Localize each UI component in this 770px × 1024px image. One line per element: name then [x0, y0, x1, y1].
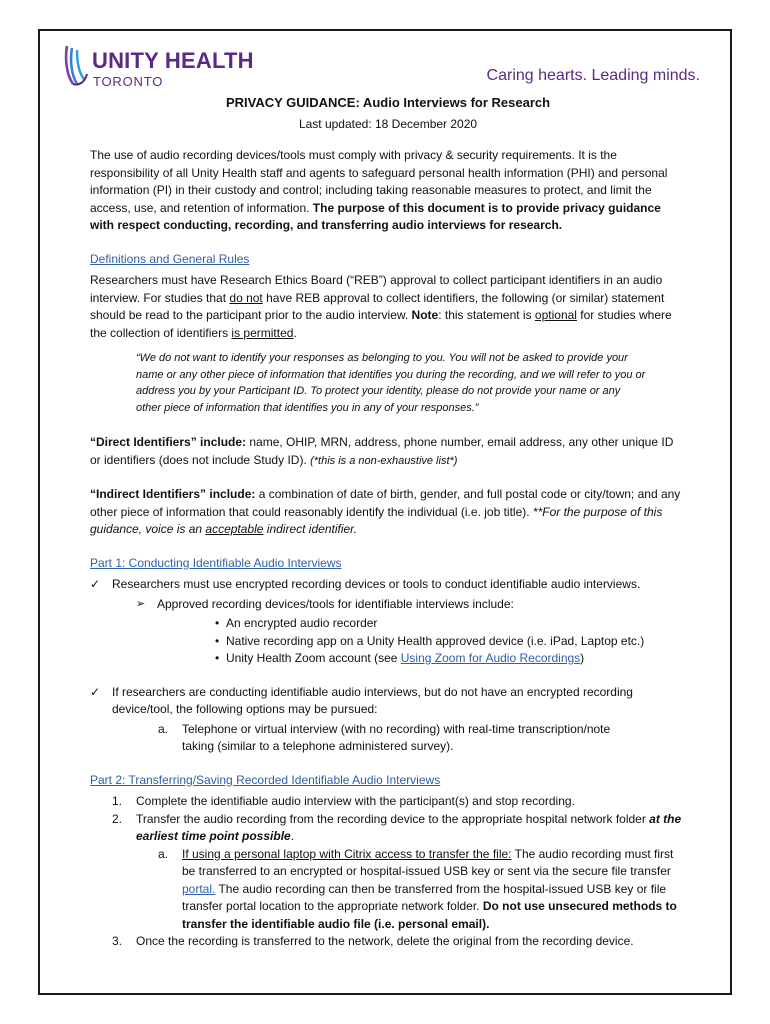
option-a-marker: a. — [158, 721, 169, 736]
direct-text: name, OHIP, MRN, address, phone number, email address, any other unique ID or identifiers (does not include Study ID). — [90, 435, 674, 467]
list-item — [90, 846, 686, 934]
indirect-note: **For the purpose of this guidance, voice is an — [90, 504, 663, 536]
step3-text: Once the recording is transferred to the network, delete the original from the recording device. — [136, 934, 634, 948]
arrow-bullet-icon: ➢ — [136, 597, 146, 610]
bullet-text: An encrypted audio recorder — [226, 616, 378, 630]
checkmark-icon: ✓ — [90, 577, 101, 591]
last-updated: Last updated: 18 December 2020 — [298, 116, 478, 131]
org-sub: TORONTO — [93, 74, 164, 89]
part2-heading: Part 2: Transferring/Saving Recorded Identifiable Audio Interviews — [90, 772, 441, 787]
indirect-label: “Indirect Identifiers” include: — [90, 487, 256, 501]
indirect-acceptable: acceptable — [205, 522, 264, 536]
part1-item2-text: If researchers are conducting identifiable audio interviews, but do not have an encrypted recording device/tool, the following options may be pursued: — [112, 684, 633, 716]
list-item — [90, 596, 686, 614]
intro-text: The use of audio recording devices/tools must comply with privacy & security requirements. It is the responsibility of all Unity Health staff and agents to safeguard personal health information (PHI) and personal information (PI) in their custody and control; including taking reasonable measures to protect, and limit the access, use, and retention of information. — [90, 148, 668, 215]
list-item — [90, 576, 686, 594]
def-text-4: for studies where the collection of identifiers — [90, 308, 672, 340]
intro-purpose: The purpose of this document is to provide privacy guidance with respect conducting, recording, and transferring audio interviews for research. — [90, 200, 661, 232]
def-text-3: : this statement is — [438, 308, 535, 322]
def-text-end: . — [293, 325, 297, 340]
citrix-warning: Do not use unsecured methods to transfer the identifiable audio file (i.e. personal email). — [182, 899, 677, 931]
indirect-note-end: indirect identifier. — [263, 522, 358, 536]
tagline: Caring hearts. Leading minds. — [486, 67, 700, 84]
citrix-text-2: The audio recording can then be transferred from the hospital-issued USB key or file transfer portal location to the appropriate network folder. — [182, 881, 667, 913]
step2-emphasis: at the earliest time point possible — [136, 811, 682, 843]
option-a-text: Telephone or virtual interview (with no recording) with real-time transcription/note taking (similar to a telephone administered survey). — [182, 721, 611, 753]
step1-text: Complete the identifiable audio interview with the participant(s) and stop recording. — [136, 794, 575, 808]
list-item — [90, 633, 686, 651]
indirect-identifiers — [90, 486, 686, 539]
direct-note: (*this is a non-exhaustive list*) — [310, 454, 458, 467]
step2-end: . — [290, 829, 295, 843]
citrix-text-1: The audio recording must first be transferred to an encrypted or hospital-issued USB key or sent via the secure file transfer — [182, 846, 674, 878]
bullet-icon: • — [215, 633, 220, 648]
step2-text: Transfer the audio recording from the recording device to the appropriate hospital network folder — [136, 811, 650, 826]
bullet-text-end: ) — [580, 651, 585, 665]
definitions-paragraph — [90, 272, 686, 342]
def-text-2: have REB approval to collect identifiers, the following (or similar) statement should be read to the participant prior to the audio interview. — [90, 290, 665, 322]
list-item — [90, 811, 686, 846]
org-name: UNITY HEALTH — [92, 48, 254, 73]
def-optional: optional — [534, 308, 577, 322]
def-is-permitted: is permitted — [231, 325, 294, 340]
step-number: 3. — [112, 934, 123, 948]
page-title: PRIVACY GUIDANCE: Audio Interviews for Research — [225, 95, 551, 110]
sub-step-marker: a. — [158, 846, 169, 861]
participant-statement-quote: “We do not want to identify your responses as belonging to you. You will not be asked to provide your name or any other piece of information that identifies you during the recording, and we will refer to you or address you by your Participant ID. To protect your identity, please do not provide your name or any other piece of information that identifies you in any of your responses.” — [136, 352, 646, 414]
list-item — [90, 615, 686, 633]
bullet-icon: • — [215, 616, 220, 630]
direct-label: “Direct Identifiers” include: — [90, 435, 247, 449]
list-item — [90, 684, 686, 719]
citrix-condition: If using a personal laptop with Citrix access to transfer the file: — [182, 846, 512, 861]
list-item — [90, 650, 686, 668]
step-number: 1. — [112, 794, 123, 808]
indirect-text: a combination of date of birth, gender, and full postal code or city/town; and any other piece of information that could reasonably identify the individual (i.e. job title). — [90, 487, 681, 519]
document-body — [90, 94, 686, 951]
direct-identifiers — [90, 434, 686, 470]
intro-paragraph — [90, 147, 686, 235]
step-number: 2. — [112, 811, 123, 826]
logo-mark-icon — [63, 44, 89, 86]
zoom-guide-link[interactable]: Using Zoom for Audio Recordings — [400, 651, 581, 665]
part1-heading: Part 1: Conducting Identifiable Audio Interviews — [90, 555, 342, 570]
part1-item1-text: Researchers must use encrypted recording devices or tools to conduct identifiable audio interviews. — [112, 577, 641, 591]
list-item — [90, 793, 686, 811]
bullet-text: Unity Health Zoom account (see — [226, 651, 401, 665]
list-item — [90, 933, 686, 951]
part1-sub1-text: Approved recording devices/tools for identifiable interviews include: — [157, 596, 514, 611]
transfer-portal-link[interactable]: portal. — [182, 881, 216, 896]
list-item — [90, 721, 636, 756]
bullet-icon: • — [215, 651, 220, 665]
def-do-not: do not — [229, 290, 263, 305]
definitions-heading: Definitions and General Rules — [90, 251, 250, 266]
def-text-1: Researchers must have Research Ethics Board (“REB”) approval to collect participant identifiers in an audio interview. For studies that — [90, 273, 663, 305]
checkmark-icon: ✓ — [90, 684, 101, 699]
def-note: Note — [411, 308, 439, 322]
bullet-text: Native recording app on a Unity Health approved device (i.e. iPad, Laptop etc.) — [226, 633, 645, 648]
